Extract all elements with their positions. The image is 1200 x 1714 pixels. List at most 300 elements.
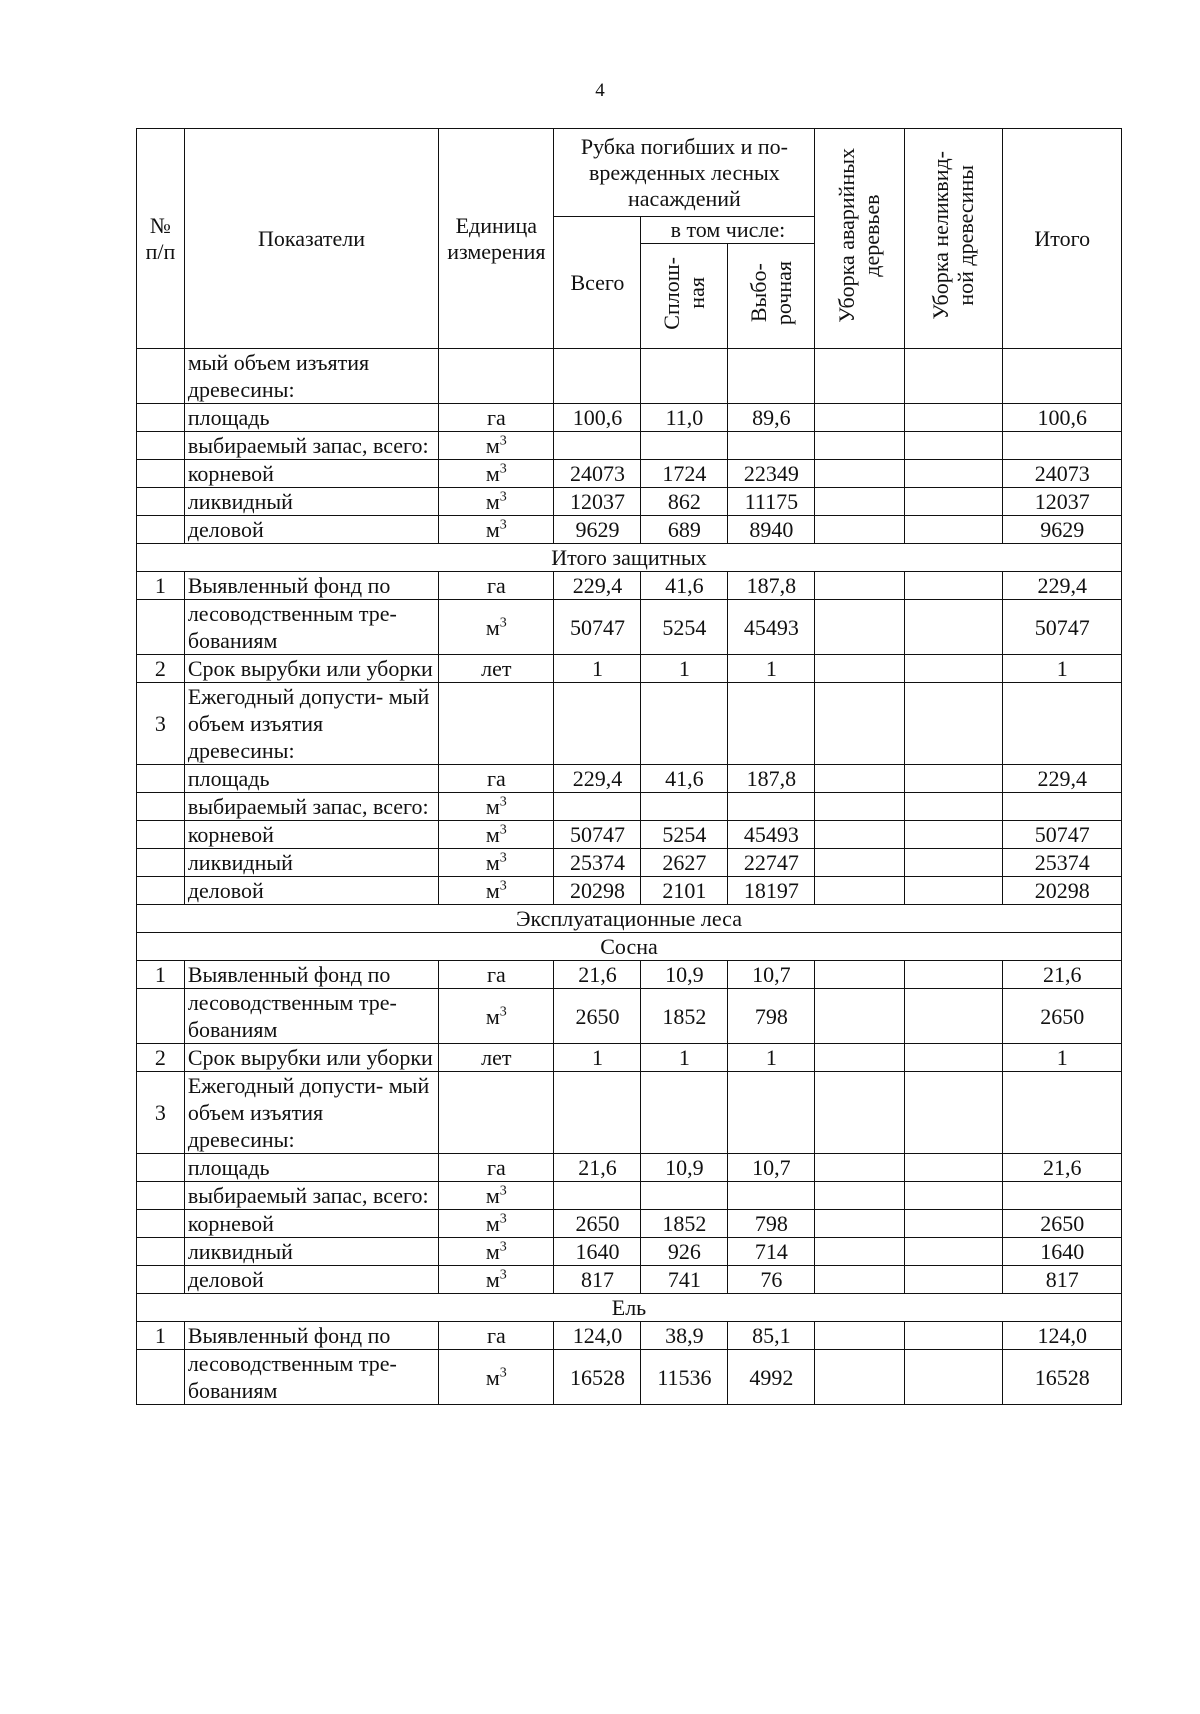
row-number bbox=[137, 349, 185, 404]
value-total: 21,6 bbox=[554, 961, 641, 989]
value-itogo: 100,6 bbox=[1003, 404, 1122, 432]
value-unliquid bbox=[904, 572, 1003, 600]
unit-cell bbox=[439, 793, 554, 821]
value-total bbox=[554, 1182, 641, 1210]
unit-cell bbox=[439, 572, 554, 600]
value-selective: 22349 bbox=[728, 460, 815, 488]
table-row bbox=[137, 1044, 1122, 1072]
value-itogo: 1 bbox=[1003, 655, 1122, 683]
unit-cell bbox=[439, 961, 554, 989]
unit-cell bbox=[439, 600, 554, 655]
header-total: Итого bbox=[1003, 129, 1122, 349]
table-row bbox=[137, 349, 1122, 404]
indicator-label: Ежегодный допусти- мый объем изъятия древесины: bbox=[184, 683, 438, 765]
row-number bbox=[137, 1350, 185, 1405]
section-row bbox=[137, 933, 1122, 961]
table-row bbox=[137, 516, 1122, 544]
header-unliquid bbox=[904, 129, 1003, 349]
value-emergency bbox=[815, 655, 904, 683]
header-unliquid-label: Уборка неликвид- ной древесины bbox=[928, 151, 979, 320]
value-selective: 45493 bbox=[728, 821, 815, 849]
unit-label: га bbox=[486, 405, 506, 430]
value-emergency bbox=[815, 600, 904, 655]
section-title: Итого защитных bbox=[137, 544, 1122, 572]
value-selective: 76 bbox=[728, 1266, 815, 1294]
row-number bbox=[137, 1238, 185, 1266]
unit-label: га bbox=[486, 1323, 506, 1348]
value-total: 1640 bbox=[554, 1238, 641, 1266]
unit-cell bbox=[439, 877, 554, 905]
value-emergency bbox=[815, 821, 904, 849]
value-total: 20298 bbox=[554, 877, 641, 905]
value-unliquid bbox=[904, 1350, 1003, 1405]
row-number bbox=[137, 460, 185, 488]
section-title: Сосна bbox=[137, 933, 1122, 961]
value-unliquid bbox=[904, 765, 1003, 793]
unit-cell bbox=[439, 821, 554, 849]
unit-cell bbox=[439, 1210, 554, 1238]
unit-cell bbox=[439, 432, 554, 460]
value-total: 1 bbox=[554, 1044, 641, 1072]
unit-superscript: 3 bbox=[499, 822, 507, 838]
value-unliquid bbox=[904, 655, 1003, 683]
unit-superscript: 3 bbox=[499, 878, 507, 894]
table-row bbox=[137, 572, 1122, 600]
value-emergency bbox=[815, 1266, 904, 1294]
value-emergency bbox=[815, 516, 904, 544]
header-emergency bbox=[815, 129, 904, 349]
unit-cell bbox=[439, 349, 554, 404]
value-solid bbox=[641, 349, 728, 404]
value-itogo: 229,4 bbox=[1003, 572, 1122, 600]
indicator-label: выбираемый запас, всего: bbox=[184, 1182, 438, 1210]
unit-superscript: 3 bbox=[499, 517, 507, 533]
unit-label: м bbox=[485, 489, 500, 514]
table-row bbox=[137, 1210, 1122, 1238]
row-number bbox=[137, 877, 185, 905]
value-total bbox=[554, 793, 641, 821]
value-emergency bbox=[815, 572, 904, 600]
unit-cell bbox=[439, 460, 554, 488]
header-selective-label: Выбо- рочная bbox=[746, 260, 797, 326]
value-emergency bbox=[815, 1182, 904, 1210]
value-emergency bbox=[815, 989, 904, 1044]
value-selective: 85,1 bbox=[728, 1322, 815, 1350]
page-number: 4 bbox=[595, 80, 605, 101]
value-solid: 1 bbox=[641, 655, 728, 683]
value-emergency bbox=[815, 432, 904, 460]
unit-cell bbox=[439, 989, 554, 1044]
unit-label: м bbox=[485, 878, 500, 903]
header-selective bbox=[728, 244, 815, 349]
value-solid bbox=[641, 432, 728, 460]
value-solid: 741 bbox=[641, 1266, 728, 1294]
value-emergency bbox=[815, 849, 904, 877]
value-solid: 1 bbox=[641, 1044, 728, 1072]
indicator-label: Срок вырубки или уборки bbox=[184, 1044, 438, 1072]
row-number bbox=[137, 765, 185, 793]
value-solid bbox=[641, 793, 728, 821]
table-row bbox=[137, 1154, 1122, 1182]
value-unliquid bbox=[904, 349, 1003, 404]
value-itogo: 25374 bbox=[1003, 849, 1122, 877]
indicator-label: лесоводственным тре- бованиям bbox=[184, 989, 438, 1044]
value-total bbox=[554, 349, 641, 404]
unit-label: га bbox=[486, 766, 506, 791]
value-itogo: 21,6 bbox=[1003, 961, 1122, 989]
value-itogo: 50747 bbox=[1003, 821, 1122, 849]
value-solid: 10,9 bbox=[641, 961, 728, 989]
value-emergency bbox=[815, 1322, 904, 1350]
table-row bbox=[137, 765, 1122, 793]
table-row bbox=[137, 1238, 1122, 1266]
table-row bbox=[137, 961, 1122, 989]
row-number: 1 bbox=[137, 572, 185, 600]
unit-cell bbox=[439, 1182, 554, 1210]
section-row bbox=[137, 544, 1122, 572]
value-selective bbox=[728, 1182, 815, 1210]
value-itogo: 21,6 bbox=[1003, 1154, 1122, 1182]
value-selective: 798 bbox=[728, 1210, 815, 1238]
unit-label: га bbox=[486, 573, 506, 598]
value-itogo: 50747 bbox=[1003, 600, 1122, 655]
unit-cell bbox=[439, 404, 554, 432]
value-emergency bbox=[815, 1210, 904, 1238]
header-num: № п/п bbox=[137, 129, 185, 349]
table-row bbox=[137, 488, 1122, 516]
value-total: 24073 bbox=[554, 460, 641, 488]
value-selective: 1 bbox=[728, 655, 815, 683]
value-total: 25374 bbox=[554, 849, 641, 877]
unit-superscript: 3 bbox=[499, 1267, 507, 1283]
unit-superscript: 3 bbox=[499, 794, 507, 810]
unit-cell bbox=[439, 655, 554, 683]
value-unliquid bbox=[904, 849, 1003, 877]
value-selective: 10,7 bbox=[728, 1154, 815, 1182]
value-itogo: 2650 bbox=[1003, 989, 1122, 1044]
header-total-all: Всего bbox=[554, 217, 641, 349]
value-solid bbox=[641, 1072, 728, 1154]
section-title: Эксплуатационные леса bbox=[137, 905, 1122, 933]
value-selective: 8940 bbox=[728, 516, 815, 544]
value-emergency bbox=[815, 349, 904, 404]
value-emergency bbox=[815, 1350, 904, 1405]
value-unliquid bbox=[904, 1154, 1003, 1182]
value-itogo: 124,0 bbox=[1003, 1322, 1122, 1350]
table-row bbox=[137, 1322, 1122, 1350]
value-selective: 187,8 bbox=[728, 572, 815, 600]
header-including: в том числе: bbox=[641, 217, 815, 244]
value-selective: 11175 bbox=[728, 488, 815, 516]
unit-cell bbox=[439, 1350, 554, 1405]
table-row bbox=[137, 1350, 1122, 1405]
unit-label: м bbox=[485, 822, 500, 847]
value-itogo bbox=[1003, 349, 1122, 404]
value-unliquid bbox=[904, 404, 1003, 432]
value-unliquid bbox=[904, 1238, 1003, 1266]
unit-label: м bbox=[485, 517, 500, 542]
indicator-label: выбираемый запас, всего: bbox=[184, 793, 438, 821]
value-solid: 5254 bbox=[641, 600, 728, 655]
section-row bbox=[137, 905, 1122, 933]
indicator-label: Выявленный фонд по bbox=[184, 1322, 438, 1350]
row-number bbox=[137, 793, 185, 821]
value-total: 2650 bbox=[554, 989, 641, 1044]
unit-label: лет bbox=[481, 656, 512, 681]
value-unliquid bbox=[904, 488, 1003, 516]
table-row bbox=[137, 683, 1122, 765]
value-selective bbox=[728, 793, 815, 821]
value-itogo bbox=[1003, 683, 1122, 765]
value-selective: 45493 bbox=[728, 600, 815, 655]
value-solid: 11,0 bbox=[641, 404, 728, 432]
unit-cell bbox=[439, 1154, 554, 1182]
value-itogo bbox=[1003, 793, 1122, 821]
value-emergency bbox=[815, 877, 904, 905]
value-total bbox=[554, 683, 641, 765]
unit-label: м bbox=[485, 461, 500, 486]
unit-superscript: 3 bbox=[499, 1365, 507, 1381]
table-body bbox=[137, 349, 1122, 1405]
unit-superscript: 3 bbox=[499, 1239, 507, 1255]
unit-label: м bbox=[485, 1239, 500, 1264]
value-total: 100,6 bbox=[554, 404, 641, 432]
value-selective: 1 bbox=[728, 1044, 815, 1072]
value-unliquid bbox=[904, 877, 1003, 905]
row-number: 3 bbox=[137, 683, 185, 765]
unit-cell bbox=[439, 1322, 554, 1350]
unit-cell bbox=[439, 488, 554, 516]
unit-label: м bbox=[485, 1364, 500, 1390]
value-total: 229,4 bbox=[554, 765, 641, 793]
unit-cell bbox=[439, 1044, 554, 1072]
unit-superscript: 3 bbox=[499, 1004, 507, 1020]
value-solid: 926 bbox=[641, 1238, 728, 1266]
value-emergency bbox=[815, 793, 904, 821]
value-solid: 862 bbox=[641, 488, 728, 516]
value-total: 12037 bbox=[554, 488, 641, 516]
table-row bbox=[137, 432, 1122, 460]
unit-label: м bbox=[485, 614, 500, 640]
value-emergency bbox=[815, 765, 904, 793]
indicator-label: лесоводственным тре- бованиям bbox=[184, 1350, 438, 1405]
header-solid bbox=[641, 244, 728, 349]
value-total: 50747 bbox=[554, 821, 641, 849]
value-total: 124,0 bbox=[554, 1322, 641, 1350]
row-number: 2 bbox=[137, 1044, 185, 1072]
value-itogo: 1 bbox=[1003, 1044, 1122, 1072]
row-number bbox=[137, 1266, 185, 1294]
table-row bbox=[137, 1072, 1122, 1154]
value-unliquid bbox=[904, 1072, 1003, 1154]
table-row bbox=[137, 1182, 1122, 1210]
row-number: 1 bbox=[137, 961, 185, 989]
value-selective bbox=[728, 1072, 815, 1154]
unit-superscript: 3 bbox=[499, 850, 507, 866]
indicator-label: выбираемый запас, всего: bbox=[184, 432, 438, 460]
value-emergency bbox=[815, 488, 904, 516]
row-number bbox=[137, 1154, 185, 1182]
unit-cell bbox=[439, 765, 554, 793]
value-total bbox=[554, 1072, 641, 1154]
value-total: 2650 bbox=[554, 1210, 641, 1238]
value-total: 16528 bbox=[554, 1350, 641, 1405]
value-itogo: 229,4 bbox=[1003, 765, 1122, 793]
header-felling: Рубка погибших и по- врежденных лесных насаждений bbox=[554, 129, 815, 217]
value-solid bbox=[641, 683, 728, 765]
value-unliquid bbox=[904, 683, 1003, 765]
value-emergency bbox=[815, 1154, 904, 1182]
unit-cell bbox=[439, 1072, 554, 1154]
unit-superscript: 3 bbox=[499, 1183, 507, 1199]
indicator-label: корневой bbox=[184, 821, 438, 849]
value-itogo: 16528 bbox=[1003, 1350, 1122, 1405]
value-solid: 689 bbox=[641, 516, 728, 544]
unit-superscript: 3 bbox=[499, 433, 507, 449]
value-solid: 5254 bbox=[641, 821, 728, 849]
value-emergency bbox=[815, 683, 904, 765]
row-number: 2 bbox=[137, 655, 185, 683]
value-unliquid bbox=[904, 460, 1003, 488]
unit-label: м bbox=[485, 1003, 500, 1029]
value-emergency bbox=[815, 1044, 904, 1072]
indicator-label: мый объем изъятия древесины: bbox=[184, 349, 438, 404]
value-itogo: 24073 bbox=[1003, 460, 1122, 488]
indicator-label: Выявленный фонд по bbox=[184, 961, 438, 989]
value-itogo: 2650 bbox=[1003, 1210, 1122, 1238]
indicator-label: Выявленный фонд по bbox=[184, 572, 438, 600]
value-solid: 1724 bbox=[641, 460, 728, 488]
table-row bbox=[137, 989, 1122, 1044]
value-solid: 1852 bbox=[641, 989, 728, 1044]
row-number: 3 bbox=[137, 1072, 185, 1154]
value-unliquid bbox=[904, 961, 1003, 989]
value-itogo: 12037 bbox=[1003, 488, 1122, 516]
forest-felling-table bbox=[136, 128, 1122, 1405]
value-emergency bbox=[815, 1238, 904, 1266]
row-number bbox=[137, 1182, 185, 1210]
table-row bbox=[137, 877, 1122, 905]
value-solid: 2627 bbox=[641, 849, 728, 877]
value-emergency bbox=[815, 1072, 904, 1154]
row-number: 1 bbox=[137, 1322, 185, 1350]
value-unliquid bbox=[904, 821, 1003, 849]
value-solid: 41,6 bbox=[641, 572, 728, 600]
unit-label: м bbox=[485, 433, 500, 458]
table-row bbox=[137, 655, 1122, 683]
value-total bbox=[554, 432, 641, 460]
row-number bbox=[137, 488, 185, 516]
indicator-label: лесоводственным тре- бованиям bbox=[184, 600, 438, 655]
unit-superscript: 3 bbox=[499, 461, 507, 477]
value-solid: 41,6 bbox=[641, 765, 728, 793]
unit-label: м bbox=[485, 1183, 500, 1208]
value-itogo: 1640 bbox=[1003, 1238, 1122, 1266]
value-itogo bbox=[1003, 432, 1122, 460]
value-selective: 10,7 bbox=[728, 961, 815, 989]
table-row bbox=[137, 460, 1122, 488]
value-itogo: 817 bbox=[1003, 1266, 1122, 1294]
indicator-label: деловой bbox=[184, 1266, 438, 1294]
value-unliquid bbox=[904, 432, 1003, 460]
unit-label: м bbox=[485, 850, 500, 875]
value-unliquid bbox=[904, 600, 1003, 655]
value-emergency bbox=[815, 961, 904, 989]
indicator-label: деловой bbox=[184, 516, 438, 544]
header-indicator: Показатели bbox=[184, 129, 438, 349]
table-header bbox=[137, 129, 1122, 349]
value-selective: 187,8 bbox=[728, 765, 815, 793]
unit-cell bbox=[439, 1266, 554, 1294]
unit-cell bbox=[439, 1238, 554, 1266]
indicator-label: Срок вырубки или уборки bbox=[184, 655, 438, 683]
value-selective bbox=[728, 349, 815, 404]
indicator-label: деловой bbox=[184, 877, 438, 905]
row-number bbox=[137, 516, 185, 544]
value-unliquid bbox=[904, 989, 1003, 1044]
unit-label: га bbox=[486, 962, 506, 987]
value-itogo: 20298 bbox=[1003, 877, 1122, 905]
indicator-label: ликвидный bbox=[184, 849, 438, 877]
value-unliquid bbox=[904, 793, 1003, 821]
table-row bbox=[137, 821, 1122, 849]
value-total: 50747 bbox=[554, 600, 641, 655]
section-title: Ель bbox=[137, 1294, 1122, 1322]
row-number bbox=[137, 821, 185, 849]
value-selective: 4992 bbox=[728, 1350, 815, 1405]
value-total: 21,6 bbox=[554, 1154, 641, 1182]
table-row bbox=[137, 849, 1122, 877]
unit-superscript: 3 bbox=[499, 489, 507, 505]
indicator-label: площадь bbox=[184, 765, 438, 793]
row-number bbox=[137, 600, 185, 655]
value-unliquid bbox=[904, 516, 1003, 544]
unit-label: м bbox=[485, 1211, 500, 1236]
indicator-label: ликвидный bbox=[184, 1238, 438, 1266]
value-solid: 1852 bbox=[641, 1210, 728, 1238]
value-solid bbox=[641, 1182, 728, 1210]
unit-label: м bbox=[485, 794, 500, 819]
value-selective: 714 bbox=[728, 1238, 815, 1266]
value-itogo bbox=[1003, 1182, 1122, 1210]
indicator-label: корневой bbox=[184, 1210, 438, 1238]
row-number bbox=[137, 989, 185, 1044]
value-total: 9629 bbox=[554, 516, 641, 544]
header-emergency-label: Уборка аварийных деревьев bbox=[834, 148, 885, 323]
table-row bbox=[137, 404, 1122, 432]
indicator-label: площадь bbox=[184, 1154, 438, 1182]
value-unliquid bbox=[904, 1210, 1003, 1238]
unit-cell bbox=[439, 683, 554, 765]
value-selective: 798 bbox=[728, 989, 815, 1044]
value-itogo bbox=[1003, 1072, 1122, 1154]
unit-superscript: 3 bbox=[499, 615, 507, 631]
header-solid-label: Сплош- ная bbox=[659, 256, 710, 330]
row-number bbox=[137, 432, 185, 460]
value-total: 1 bbox=[554, 655, 641, 683]
value-total: 229,4 bbox=[554, 572, 641, 600]
value-solid: 10,9 bbox=[641, 1154, 728, 1182]
indicator-label: корневой bbox=[184, 460, 438, 488]
value-unliquid bbox=[904, 1322, 1003, 1350]
indicator-label: Ежегодный допусти- мый объем изъятия древесины: bbox=[184, 1072, 438, 1154]
value-emergency bbox=[815, 404, 904, 432]
section-row bbox=[137, 1294, 1122, 1322]
value-selective bbox=[728, 432, 815, 460]
unit-label: га bbox=[486, 1155, 506, 1180]
row-number bbox=[137, 1210, 185, 1238]
indicator-label: ликвидный bbox=[184, 488, 438, 516]
